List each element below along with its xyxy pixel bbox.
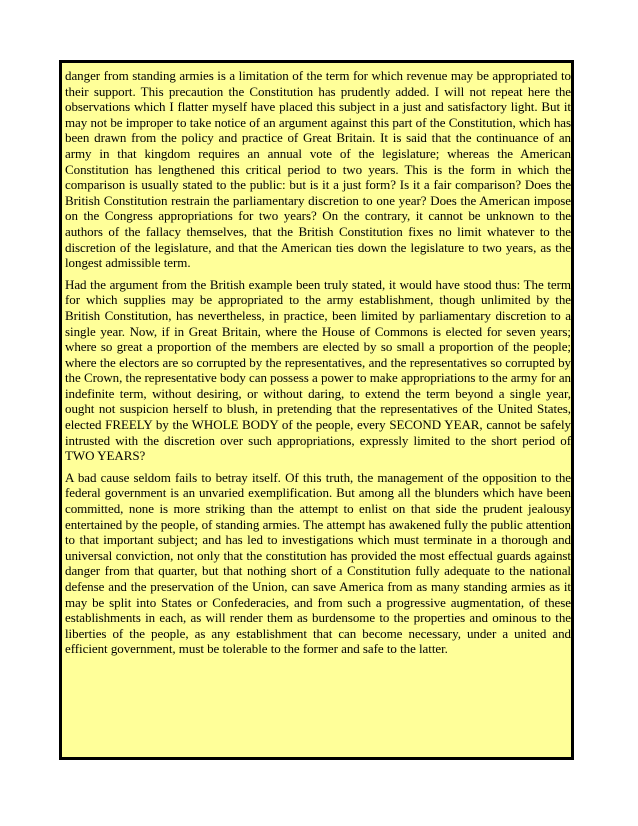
paragraph-3: A bad cause seldom fails to betray itself. Of this truth, the management of the opposition to the federal government is an unvaried exemplification. But among all the blunders which have been committed, none is more striking than the attempt to enlist on that side the prudent jealousy entertained by the people, of standing armies. The attempt has awakened fully the public attention to that important subject; and has led to investigations which must terminate in a thorough and universal conviction, not only that the constitution has provided the most effectual guards against danger from that quarter, but that nothing short of a Constitution fully adequate to the national defense and the preservation of the Union, can save America from as many standing armies as it may be split into States or Confederacies, and from such a progressive augmentation, of these establishments in each, as will render them as burdensome to the properties and ominous to the liberties of the people, as any establishment that can become necessary, under a united and efficient government, must be tolerable to the former and safe to the latter. xyxy=(65,469,571,657)
document-page xyxy=(59,60,574,760)
paragraph-2: Had the argument from the British example been truly stated, it would have stood thus: The term for which supplies may be appropriated to the army establishment, though unlimited by the British Constitution, has nevertheless, in practice, been limited by parliamentary discretion to a single year. Now, if in Great Britain, where the House of Commons is elected for seven years; where so great a proportion of the members are elected by so small a proportion of the people; where the electors are so corrupted by the representatives, and the representatives so corrupted by the Crown, the representative body can possess a power to make appropriations to the army for an indefinite term, without desiring, or without daring, to extend the term beyond a single year, ought not suspicion herself to blush, in pretending that the representatives of the United States, elected FREELY by the WHOLE BODY of the people, every SECOND YEAR, cannot be safely intrusted with the discretion over such appropriations, expressly limited to the short period of TWO YEARS? xyxy=(65,276,571,464)
paragraph-1: danger from standing armies is a limitation of the term for which revenue may be appropriated to their support. This precaution the Constitution has prudently added. I will not repeat here the observations which I flatter myself have placed this subject in a just and satisfactory light. But it may not be improper to take notice of an argument against this part of the Constitution, which has been drawn from the policy and practice of Great Britain. It is said that the continuance of an army in that kingdom requires an annual vote of the legislature; whereas the American Constitution has lengthened this critical period to two years. This is the form in which the comparison is usually stated to the public: but is it a just form? Is it a fair comparison? Does the British Constitution restrain the parliamentary discretion to one year? Does the American impose on the Congress appropriations for two years? On the contrary, it cannot be unknown to the authors of the fallacy themselves, that the British Constitution fixes no limit whatever to the discretion of the legislature, and that the American ties down the legislature to two years, as the longest admissible term. xyxy=(65,68,571,271)
